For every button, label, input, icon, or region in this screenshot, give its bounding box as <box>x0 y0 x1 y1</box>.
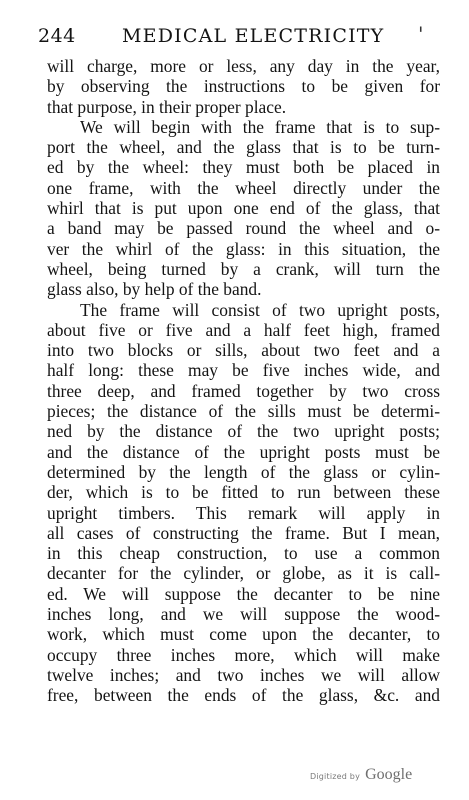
text-line: half long: these may be five inches wide, and <box>47 360 440 381</box>
text-line: wheel, being turned by a crank, will turn the <box>47 258 440 279</box>
text-line: and the distance of the upright posts must be <box>47 441 440 462</box>
text-line: The frame will consist of two upright posts, <box>80 299 440 320</box>
digitized-watermark <box>310 764 412 784</box>
paragraph-1 <box>47 56 440 117</box>
body-text <box>47 56 440 706</box>
text-line: ned by the distance of the two upright posts; <box>47 421 440 442</box>
text-line: a band may be passed round the wheel and o- <box>47 218 440 239</box>
text-line: glass also, by help of the band. <box>47 279 262 300</box>
text-line: in this cheap construction, to use a common <box>47 543 440 564</box>
text-line: one frame, with the wheel directly under the <box>47 177 440 198</box>
text-line: pieces; the distance of the sills must be determi- <box>47 401 440 422</box>
text-line: about five or five and a half feet high, framed <box>47 319 440 340</box>
running-head: MEDICAL ELECTRICITY <box>122 25 385 47</box>
text-line: occupy three inches more, which will make <box>47 644 440 665</box>
google-logo: Google <box>365 766 413 783</box>
text-line: ed by the wheel: they must both be placed in <box>47 157 440 178</box>
text-line: twelve inches; and two inches we will allow <box>47 664 440 685</box>
paragraph-2 <box>47 117 440 300</box>
text-line: port the wheel, and the glass that is to be turn- <box>47 137 440 158</box>
text-line: determined by the length of the glass or cylin- <box>47 461 440 482</box>
paragraph-3 <box>47 300 440 706</box>
text-line: ver the whirl of the glass: in this situation, the <box>47 238 440 259</box>
text-line: work, which must come upon the decanter, to <box>47 624 440 645</box>
digitized-by-text: Digitized by <box>310 772 360 781</box>
text-line: der, which is to be fitted to run between these <box>47 482 440 503</box>
text-line: free, between the ends of the glass, &c. and <box>47 685 440 706</box>
text-line: that purpose, in their proper place. <box>47 96 287 117</box>
text-line: decanter for the cylinder, or globe, as it is call- <box>47 563 440 584</box>
text-line: We will begin with the frame that is to sup- <box>80 116 440 137</box>
header-mark: ' <box>418 22 424 46</box>
text-line: whirl that is put upon one end of the glass, that <box>47 198 440 219</box>
text-line: into two blocks or sills, about two feet and a <box>47 340 440 361</box>
text-line: will charge, more or less, any day in the year, <box>47 56 440 76</box>
page-number: 244 <box>38 25 76 47</box>
text-line: ed. We will suppose the decanter to be nine <box>47 583 440 604</box>
text-line: all cases of constructing the frame. But I mean, <box>47 522 440 543</box>
text-line: by observing the instructions to be given for <box>47 76 440 97</box>
text-line: three deep, and framed together by two cross <box>47 380 440 401</box>
text-line: inches long, and we will suppose the wood- <box>47 604 440 625</box>
text-line: upright timbers. This remark will apply in <box>47 502 440 523</box>
page-header <box>38 22 443 52</box>
